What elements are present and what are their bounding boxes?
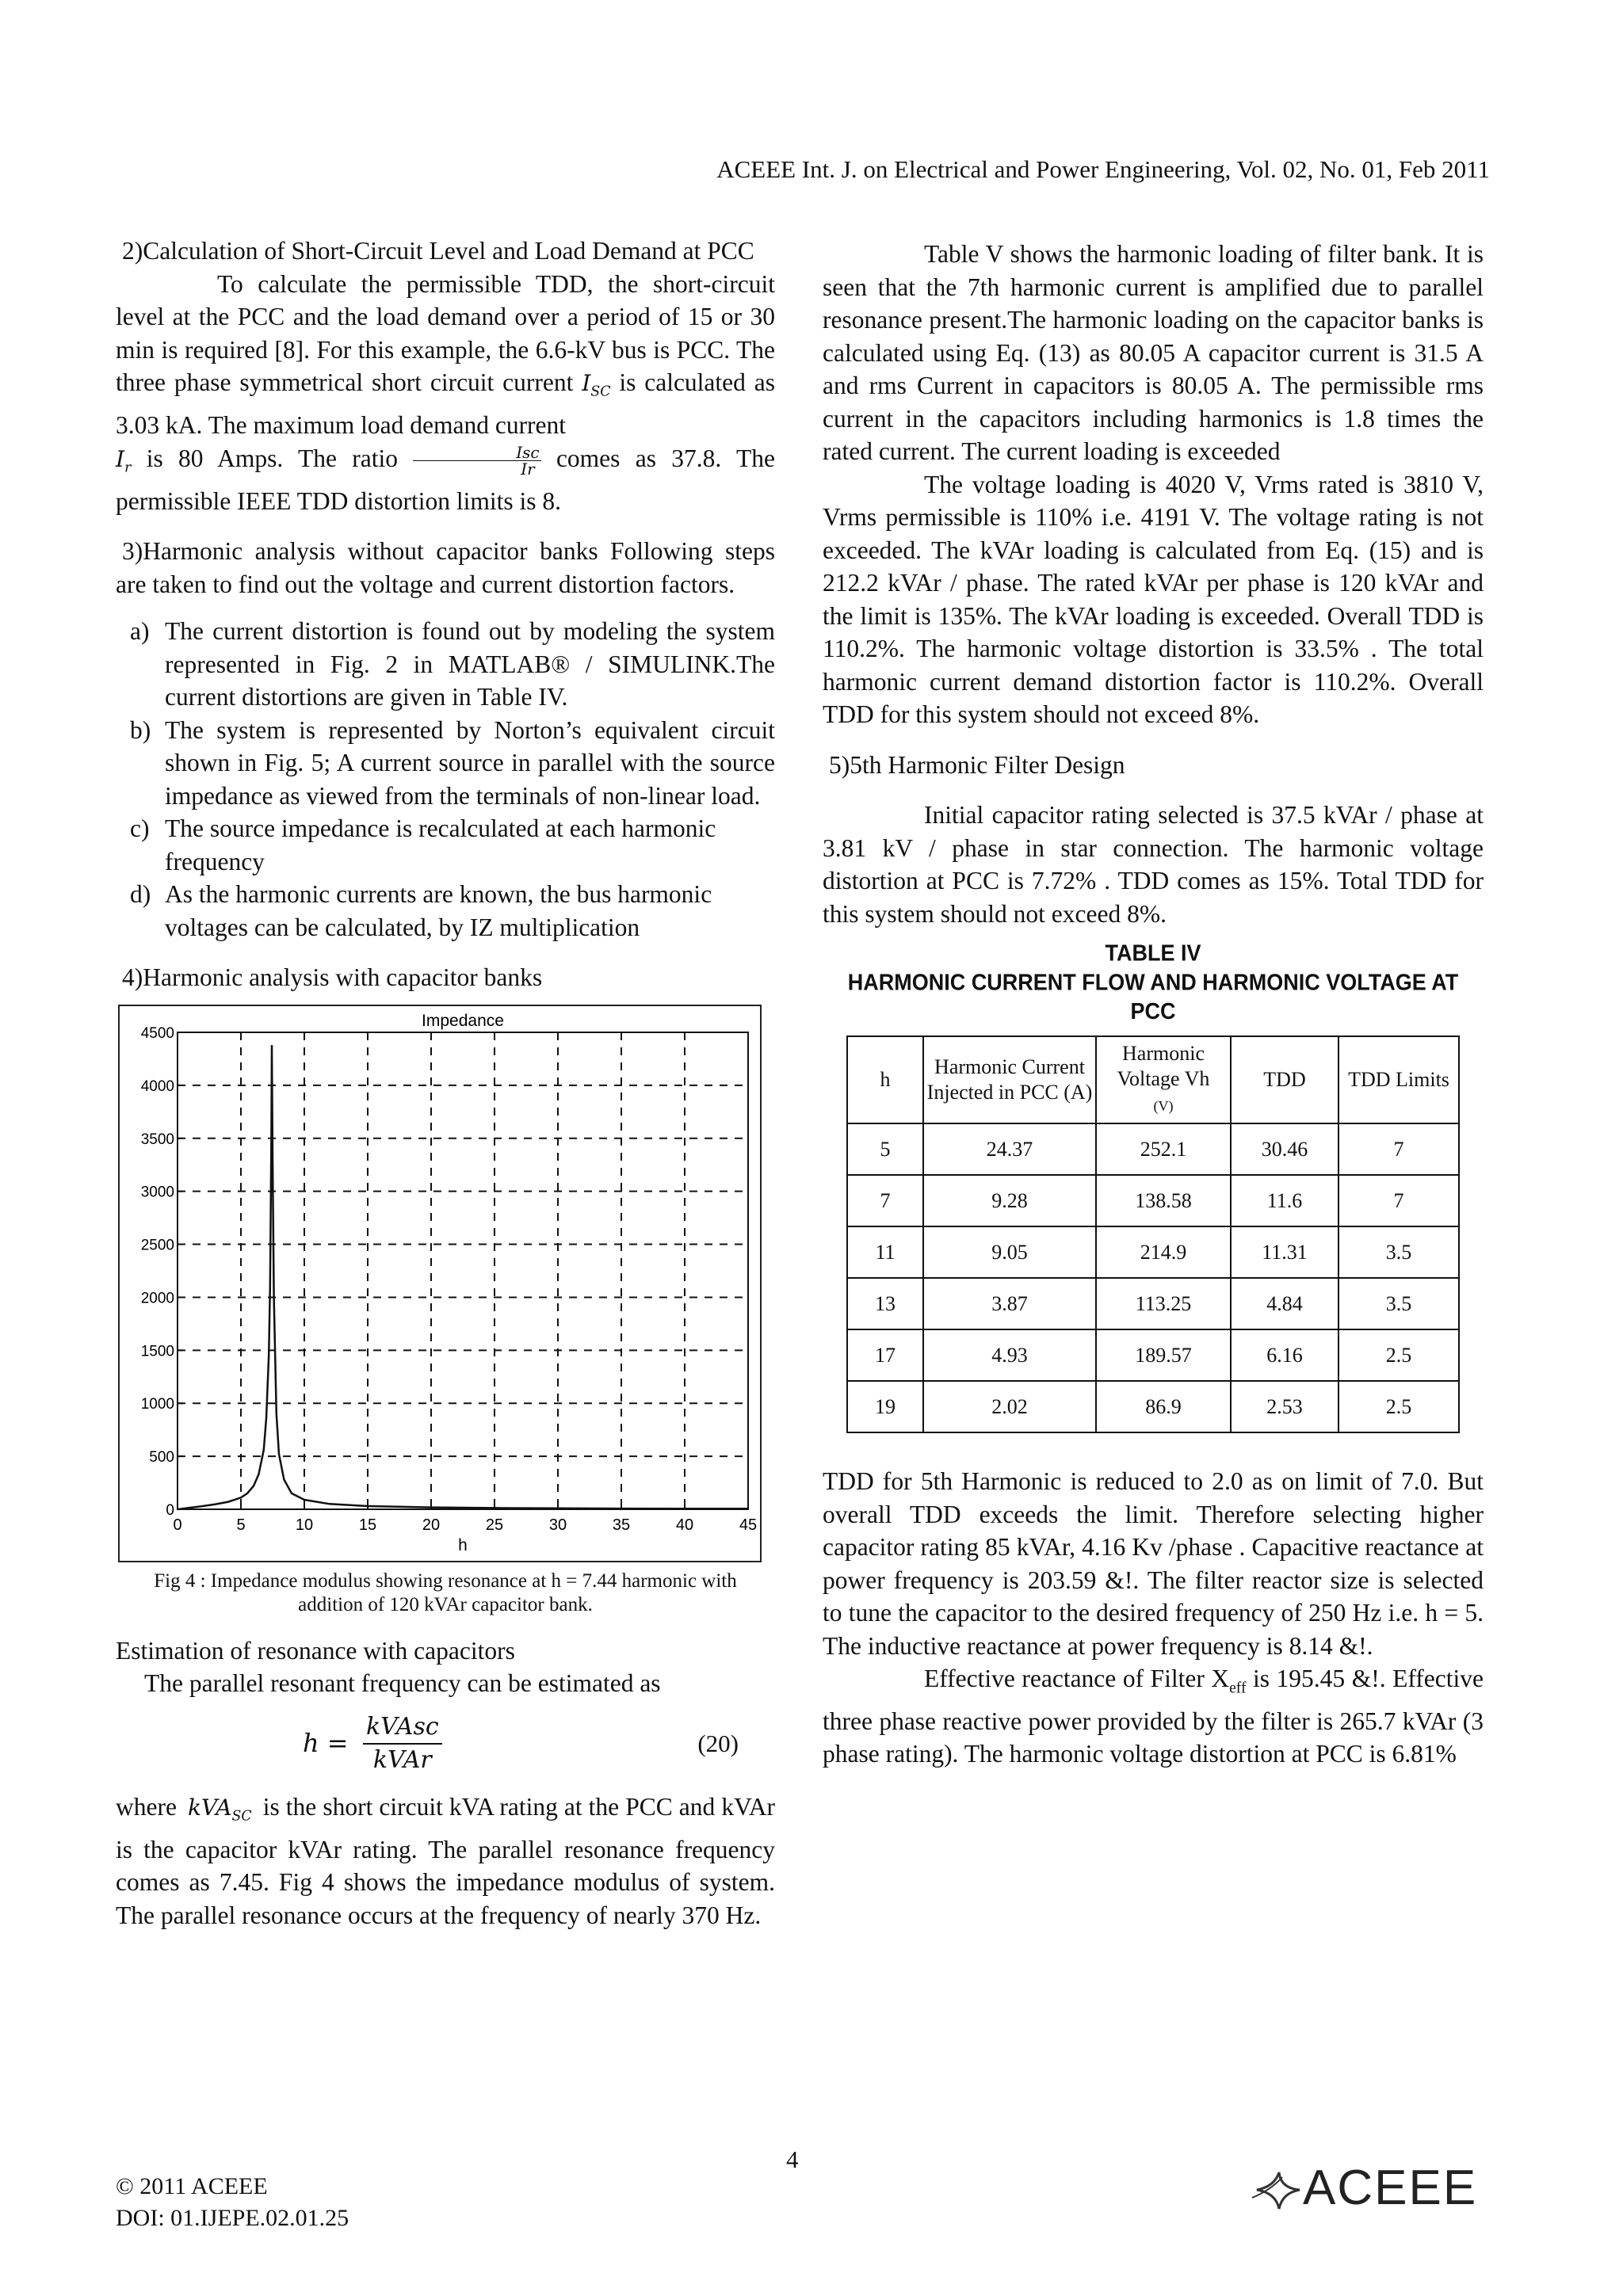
table-cell: 9.28 <box>923 1175 1096 1226</box>
table-cell: 19 <box>847 1381 923 1432</box>
section-2-paragraph <box>116 268 775 518</box>
x-tick-label: 35 <box>612 1516 631 1534</box>
estimation-paragraph: The parallel resonant frequency can be estimated as <box>144 1669 661 1698</box>
x-tick-label: 0 <box>173 1516 182 1534</box>
impedance-chart <box>116 1004 764 1565</box>
list-text: The system is represented by Norton’s equivalent circuit shown in Fig. 5; A current source in parallel with the source impedance as viewed from the terminals of non-linear load. <box>165 715 775 810</box>
equation-number: (20) <box>697 1729 739 1757</box>
p5-text-a: Effective reactance of Filter X <box>924 1665 1230 1692</box>
x-tick-label: 10 <box>295 1516 314 1534</box>
table-header-cell <box>1096 1036 1231 1123</box>
list-label: a) <box>130 617 150 646</box>
table-cell: 3.5 <box>1338 1226 1459 1278</box>
table-row <box>847 1329 1459 1381</box>
table-cell: 30.46 <box>1231 1123 1338 1175</box>
x-axis-label: h <box>458 1535 468 1554</box>
table-row <box>847 1123 1459 1175</box>
sec2-text-b: is calculated as 3.03 kA. The maximum load demand current <box>116 368 776 440</box>
table-cell: 7 <box>847 1175 923 1226</box>
steps-list <box>116 615 775 944</box>
ratio-num: Isc <box>413 444 540 461</box>
sec2-text-a: To calculate the permissible TDD, the short-circuit level at the PCC and the load demand over a period of 15 or 30 min is required [8]. For this example, the 6.6-kV bus is PCC. The three phase symmetrical short circuit current <box>116 269 775 396</box>
where-text-b: is the short circuit kVA rating at the PCC and kVAr is the capacitor kVAr rating. The parallel resonance frequency comes as 7.45. Fig 4 shows the impedance modulus of system. The parallel resonance occurs at the frequency of nearly 370 Hz. <box>116 1792 775 1929</box>
y-tick-label: 4000 <box>140 1077 174 1095</box>
sec2-text-c: is 80 Amps. The ratio <box>146 444 398 472</box>
kvasc-symbol <box>188 1794 252 1825</box>
table-cell: 252.1 <box>1096 1123 1231 1175</box>
list-item <box>116 615 775 714</box>
estimation-title: Estimation of resonance with capacitors <box>116 1636 515 1665</box>
y-tick-label: 500 <box>149 1448 174 1466</box>
x-tick-label: 20 <box>422 1516 441 1534</box>
x-tick-label: 5 <box>236 1516 246 1534</box>
ir-symbol <box>116 445 132 476</box>
table-cell: 2.53 <box>1231 1381 1338 1432</box>
copyright: © 2011 ACEEE <box>116 2173 268 2199</box>
list-text: The source impedance is recalculated at each harmonic frequency <box>165 814 716 875</box>
table-cell: 9.05 <box>923 1226 1096 1278</box>
x-tick-label: 30 <box>548 1516 567 1534</box>
table-cell: 7 <box>1338 1175 1459 1226</box>
right-column <box>823 238 1484 1771</box>
table-header-cell: h <box>847 1036 923 1123</box>
x-tick-label: 25 <box>485 1516 504 1534</box>
x-tick-label: 45 <box>739 1516 758 1534</box>
y-tick-label: 0 <box>166 1501 174 1519</box>
sec2-text-d: comes as 37.8. The permissible IEEE TDD distortion limits is 8. <box>116 444 775 515</box>
x-tick-label: 40 <box>675 1516 694 1534</box>
table-header-cell: TDD Limits <box>1338 1036 1459 1123</box>
table-cell: 138.58 <box>1096 1175 1231 1226</box>
table-cell: 2.5 <box>1338 1381 1459 1432</box>
table-cell: 11 <box>847 1226 923 1278</box>
y-tick-label: 1500 <box>140 1343 174 1360</box>
table-cell: 4.93 <box>923 1329 1096 1381</box>
ir-sub: r <box>124 460 132 476</box>
table-caption <box>823 939 1484 1026</box>
table-cell: 6.16 <box>1231 1329 1338 1381</box>
y-tick-label: 4500 <box>140 1024 174 1042</box>
table-row <box>847 1175 1459 1226</box>
p5-text-b: is 195.45 &!. Effective three phase reactive power provided by the filter is 265.7 kVAr (3 phase rating). The harmonic voltage distortion at PCC is 6.81% <box>823 1665 1484 1768</box>
equation-fraction <box>363 1711 442 1776</box>
table-cell: 13 <box>847 1278 923 1329</box>
table-cell: 214.9 <box>1096 1226 1231 1278</box>
table-cell: 11.6 <box>1231 1175 1338 1226</box>
page-number: 4 <box>786 2145 799 2173</box>
list-item <box>116 714 775 813</box>
list-item <box>116 878 775 944</box>
table-header-unit: (V) <box>1153 1098 1174 1114</box>
ir-letter: I <box>116 445 125 472</box>
table-cell: 189.57 <box>1096 1329 1231 1381</box>
y-tick-label: 2000 <box>140 1290 174 1307</box>
footer-left <box>116 2171 349 2234</box>
isc-letter: I <box>582 370 591 396</box>
section-3-paragraph: 3)Harmonic analysis without capacitor banks Following steps are taken to find out the voltage and current distortion factors. <box>116 537 775 598</box>
list-item <box>116 812 775 878</box>
list-text: As the harmonic currents are known, the bus harmonic voltages can be calculated, by IZ multiplication <box>165 880 712 941</box>
table-caption-line: PCC <box>1130 998 1176 1024</box>
isc-sub: SC <box>590 383 611 400</box>
right-paragraph-5 <box>823 1662 1484 1771</box>
kvasc-sub: SC <box>231 1808 252 1825</box>
table-header-row <box>847 1036 1459 1123</box>
right-paragraph-2: The voltage loading is 4020 V, Vrms rated is 3810 V, Vrms permissible is 110% i.e. 4191 V. The voltage rating is not exceeded. The kVAr loading is calculated from Eq. (15) and is 212.2 kVAr / phase. The rated kVAr per phase is 120 kVAr and the limit is 135%. The kVAr loading is exceeded. Overall TDD is 110.2%. The harmonic voltage distortion is 33.5% . The total harmonic current demand distortion factor is 110.2%. Overall TDD for this system should not exceed 8%. <box>823 470 1484 728</box>
figure-caption-prefix: Fig 4 : <box>154 1569 206 1592</box>
chart-title: Impedance <box>422 1011 504 1030</box>
table-cell: 86.9 <box>1096 1381 1231 1432</box>
list-label: c) <box>130 814 150 843</box>
where-paragraph <box>116 1791 775 1932</box>
x-tick-label: 15 <box>358 1516 377 1534</box>
table-cell: 2.02 <box>923 1381 1096 1432</box>
list-label: b) <box>130 715 151 744</box>
list-text: The current distortion is found out by modeling the system represented in Fig. 2 in MATLAB® / SIMULINK.The current distortions are given in Table IV. <box>165 617 775 711</box>
harmonic-table <box>846 1035 1460 1433</box>
y-tick-label: 3500 <box>140 1131 174 1148</box>
table-cell: 113.25 <box>1096 1278 1231 1329</box>
figure-caption <box>116 1569 775 1617</box>
ratio-fraction <box>413 444 540 477</box>
table-cell: 5 <box>847 1123 923 1175</box>
right-paragraph-1: Table V shows the harmonic loading of filter bank. It is seen that the 7th harmonic current is amplified due to parallel resonance present.The harmonic loading on the capacitor banks is calculated using Eq. (13) as 80.05 A capacitor current is 31.5 A and rms Current in capacitors is 80.05 A. The permissible rms current in the capacitors including harmonics is 1.8 times the rated current. The current loading is exceeded <box>823 240 1484 465</box>
table-header-cell: Harmonic Current Injected in PCC (A) <box>923 1036 1096 1123</box>
list-label: d) <box>130 880 151 909</box>
section-2-title: 2)Calculation of Short-Circuit Level and Load Demand at PCC <box>122 237 754 265</box>
table-row <box>847 1381 1459 1432</box>
table-cell: 3.87 <box>923 1278 1096 1329</box>
where-text-a: where <box>116 1792 177 1821</box>
table-caption-line: TABLE IV <box>1105 940 1201 966</box>
journal-header: ACEEE Int. J. on Electrical and Power Engineering, Vol. 02, No. 01, Feb 2011 <box>716 155 1490 183</box>
y-tick-label: 3000 <box>140 1184 174 1201</box>
logo-star-icon <box>1251 2166 1306 2214</box>
right-paragraph-3: Initial capacitor rating selected is 37.5 kVAr / phase at 3.81 kV / phase in star connection. The harmonic voltage distortion at PCC is 7.72% . TDD comes as 15%. Total TDD for this system should not exceed 8%. <box>823 801 1484 928</box>
table-row <box>847 1226 1459 1278</box>
ratio-den: Ir <box>521 459 535 479</box>
doi: DOI: 01.IJEPE.02.01.25 <box>116 2205 349 2231</box>
table-header-cell: TDD <box>1231 1036 1338 1123</box>
y-tick-label: 2500 <box>140 1237 174 1254</box>
right-paragraph-4: TDD for 5th Harmonic is reduced to 2.0 as on limit of 7.0. But overall TDD exceeds the limit. Therefore selecting higher capacitor rating 85 kVAr, 4.16 Kv /phase . Capacitive reactance at power frequency is 203.59 &!. The filter reactor size is selected to tune the capacitor to the desired frequency of 250 Hz i.e. h = 5. The inductive reactance at power frequency is 8.14 &!. <box>823 1467 1484 1660</box>
equation-20 <box>116 1708 775 1781</box>
equation-lhs: h = <box>303 1727 349 1758</box>
table-header-text: Harmonic Voltage Vh <box>1117 1042 1210 1090</box>
xeff-sub: eff <box>1229 1680 1247 1697</box>
equation-numerator: kVAsc <box>363 1711 442 1745</box>
y-tick-label: 1000 <box>140 1395 174 1413</box>
table-cell: 11.31 <box>1231 1226 1338 1278</box>
section-4-title: 4)Harmonic analysis with capacitor banks <box>122 963 543 992</box>
figure-caption-text: Impedance modulus showing resonance at h = 7.44 harmonic with addition of 120 kVAr capacitor bank. <box>210 1569 737 1615</box>
table-caption-line: HARMONIC CURRENT FLOW AND HARMONIC VOLTAGE AT <box>847 970 1459 995</box>
kvasc-letters: kVA <box>188 1794 232 1821</box>
table-cell: 7 <box>1338 1123 1459 1175</box>
left-column <box>116 235 775 1932</box>
isc-symbol <box>582 370 611 400</box>
table-cell: 17 <box>847 1329 923 1381</box>
equation-denominator: kVAr <box>372 1745 432 1774</box>
section-5-title: 5)5th Harmonic Filter Design <box>829 750 1125 779</box>
table-cell: 4.84 <box>1231 1278 1338 1329</box>
table-cell: 2.5 <box>1338 1329 1459 1381</box>
table-cell: 3.5 <box>1338 1278 1459 1329</box>
impedance-figure <box>116 1004 764 1565</box>
table-row <box>847 1278 1459 1329</box>
plot-area <box>178 1032 748 1509</box>
table-cell: 24.37 <box>923 1123 1096 1175</box>
logo-text: ACEEE <box>1303 2161 1478 2215</box>
